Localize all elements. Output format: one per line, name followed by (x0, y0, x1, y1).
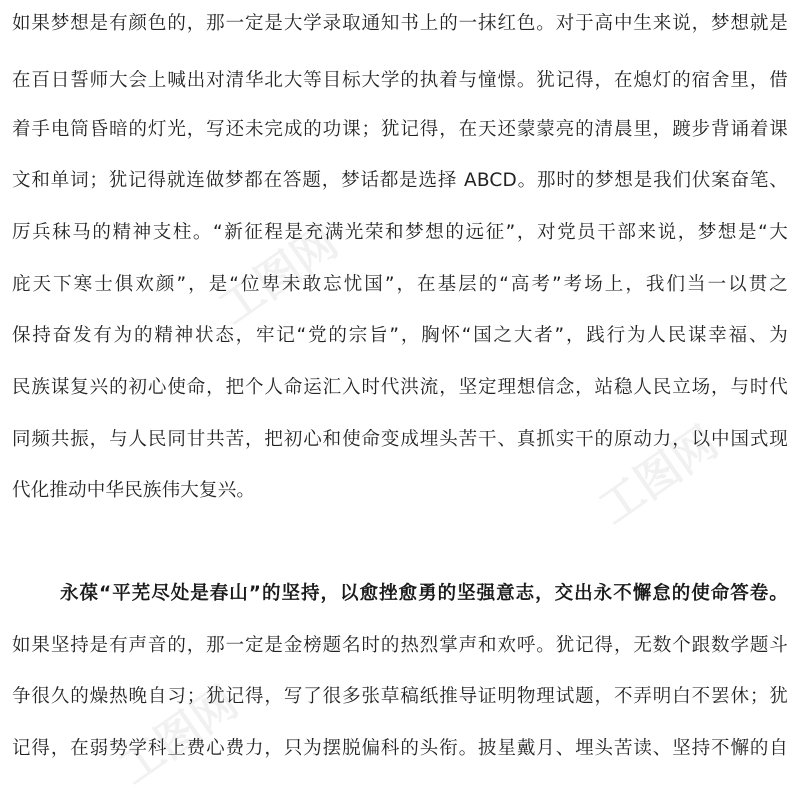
text-line: 厉兵秣马的精神支柱。“新征程是充满光荣和梦想的远征”，对党员干部来说，梦想是“大 (12, 222, 788, 243)
text-line: 同频共振，与人民同甘共苦，把初心和使命变成埋头苦干、真抓实干的原动力，以中国式现 (12, 429, 788, 450)
watermark: 工图网 (109, 676, 248, 795)
text-line: 庇天下寒士俱欢颜”，是“位卑未敢忘忧国”，在基层的“高考”考场上，我们当一以贯之 (12, 274, 788, 295)
text-line: 记得，在弱势学科上费心费力，只为摆脱偏科的头衔。披星戴月、埋头苦读、坚持不懈的自 (12, 738, 788, 759)
text-line: 争很久的燥热晚自习；犹记得，写了很多张草稿纸推导证明物理试题，不弄明白不罢休；犹 (12, 686, 788, 707)
text-line: 着手电筒昏暗的灯光，写还未完成的功课；犹记得，在天还蒙蒙亮的清晨里，踱步背诵着课 (12, 119, 788, 140)
text-line: 保持奋发有为的精神状态，牢记“党的宗旨”，胸怀“国之大者”，践行为人民谋幸福、为 (12, 325, 788, 346)
text-line: 民族谋复兴的初心使命，把个人命运汇入时代洪流，坚定理想信念，站稳人民立场，与时代 (12, 377, 788, 398)
watermark: 工图网 (589, 416, 728, 535)
text-line: 如果坚持是有声音的，那一定是金榜题名时的热烈掌声和欢呼。犹记得，无数个跟数学题斗 (12, 635, 788, 656)
text-line: 如果梦想是有颜色的，那一定是大学录取通知书上的一抹红色。对于高中生来说，梦想就是 (12, 13, 788, 34)
text-line: 在百日誓师大会上喊出对清华北大等目标大学的执着与憧憬。犹记得，在熄灯的宿舍里，借 (12, 70, 788, 91)
watermark: 工图网 (209, 216, 348, 335)
section-heading: 永葆“平芜尽处是春山”的坚持，以愈挫愈勇的坚强意志，交出永不懈怠的使命答卷。 (60, 583, 788, 604)
text-line: 文和单词；犹记得就连做梦都在答题，梦话都是选择 ABCD。那时的梦想是我们伏案奋笔、 (12, 170, 788, 191)
text-line: 代化推动中华民族伟大复兴。 (12, 480, 256, 501)
